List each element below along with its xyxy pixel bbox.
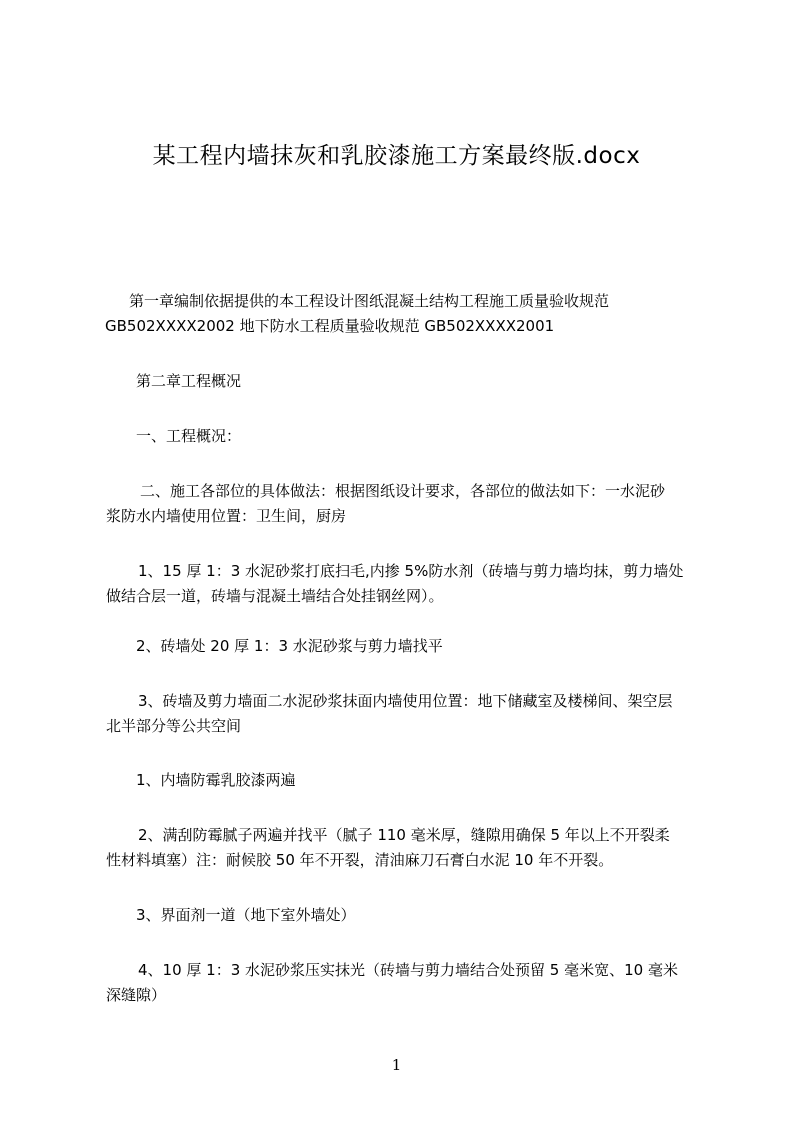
paragraph-line: 做结合层一道，砖墙与混凝土墙结合处挂钢丝网）。 [106,587,444,605]
paragraph-paint-1 [136,768,726,793]
paragraph-line: 3、砖墙及剪力墙面二水泥砂浆抹面内墙使用位置：地下储藏室及楼梯间、架空层 [138,692,673,710]
paragraph-line: 1、15 厚 1：3 水泥砂浆打底扫毛,内掺 5%防水剂（砖墙与剪力墙均抹，剪力墙处 [138,562,684,580]
paragraph-line: 浆防水内墙使用位置：卫生间，厨房 [106,507,347,525]
paragraph-line: 性材料填塞）注：耐候胶 50 年不开裂，清油麻刀石膏白水泥 10 年不开裂。 [106,851,614,869]
paragraph-item-1 [106,559,696,609]
paragraph-chapter-one [106,289,696,339]
paragraph-line: 4、10 厚 1：3 水泥砂浆压实抹光（砖墙与剪力墙结合处预留 5 毫米宽、10 毫米 [138,961,678,979]
paragraph-section-two [106,479,696,529]
paragraph-chapter-two [136,369,726,394]
document-title: 某工程内墙抹灰和乳胶漆施工方案最终版.docx [152,143,641,169]
paragraph-line: 2、满刮防霉腻子两遍并找平（腻子 110 毫米厚，缝隙用确保 5 年以上不开裂柔 [138,826,670,844]
paragraph-line: 1、内墙防霉乳胶漆两遍 [136,771,296,789]
paragraph-line: 一、工程概况： [136,427,242,445]
paragraph-paint-3 [136,903,726,928]
paragraph-section-one [136,424,726,449]
paragraph-line: 二、施工各部位的具体做法：根据图纸设计要求，各部位的做法如下：一水泥砂 [140,482,666,500]
paragraph-line: 北半部分等公共空间 [106,717,242,735]
paragraph-paint-4 [106,958,696,1008]
paragraph-paint-2 [106,823,696,873]
paragraph-line: 2、砖墙处 20 厚 1：3 水泥砂浆与剪力墙找平 [136,637,443,655]
paragraph-line: GB502XXXX2002 地下防水工程质量验收规范 GB502XXXX2001 [105,317,555,335]
paragraph-item-3 [106,689,696,739]
paragraph-line: 第一章编制依据提供的本工程设计图纸混凝土结构工程施工质量验收规范 [114,292,610,310]
paragraph-item-2 [136,634,726,659]
paragraph-line: 3、界面剂一道（地下室外墙处） [136,906,356,924]
paragraph-line: 深缝隙） [106,986,167,1004]
paragraph-line: 第二章工程概况 [136,372,242,390]
page-number: 1 [391,1056,402,1074]
